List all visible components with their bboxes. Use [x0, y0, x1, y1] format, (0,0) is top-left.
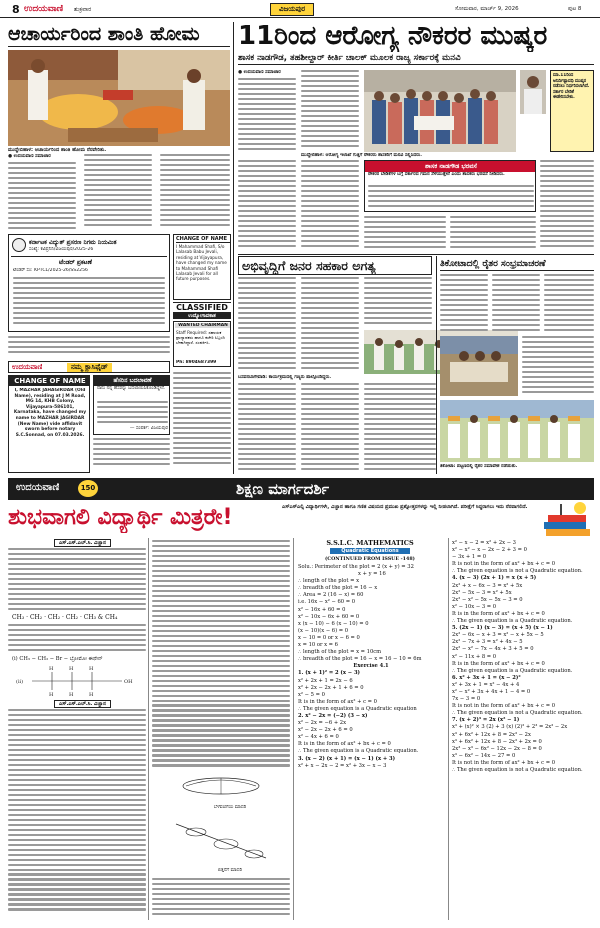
classifieds-brand: ಉದಯವಾಣಿ [12, 363, 43, 371]
shanti-homa-body-col3 [160, 154, 230, 232]
column-divider-left [233, 22, 234, 474]
edu-col-divider-1 [148, 538, 149, 920]
farmers-gathering-photo-illustration [440, 400, 594, 462]
name-change-kannada-contact: — ಸಂಪರ್ಕ: ವಿಜಯಪುರ [129, 426, 168, 431]
figure-label-2: ಬಿತ್ತನೆಗೆ ಮಾದರಿ [217, 868, 243, 873]
math-line: x² − 10x − 3 = 0 [452, 603, 497, 610]
ritual-photo-illustration [8, 50, 230, 146]
health-protest-sidebar-text: ಮಾ.11ರಿಂದ ಅನಿರ್ದಿಷ್ಟಾವಧಿ ಮುಷ್ಕರ ನಡೆಸಲು ನಿರ್ಧರಿಸಲಾಗಿದೆ. ಸರ್ಕಾರ ಬೇಡಿಕೆ ಈಡೇರಿಸಬೇಕು. [553, 73, 590, 101]
math-line: x³ − 6x² − 14x − 27 = 0 [452, 752, 516, 759]
health-protest-body-col5 [540, 160, 594, 252]
change-of-name-body-2: I, MAZHAR JAHAGIRDAR (Old Name), residing at J M Road, MG 14, KHB Colony, Vijayapura-586101, Karnataka, have changed my name to MAZHAR JAGIRDAR (New Name) vide affidavit sworn before notary S.C.Sonnad, on 07.03.2026. [13, 388, 87, 438]
math-line: x (x − 10) − 6 (x − 10) = 0 [298, 620, 369, 627]
health-protest-dateline: ● ಉದಯವಾಣಿ ಸಮಾಚಾರ [238, 70, 281, 75]
books-icon [540, 500, 594, 540]
change-of-name-notice-1 [173, 234, 231, 300]
svg-text:H: H [69, 666, 74, 672]
health-protest-subhead: ಶಾಸಕ ನಾಡಗೌಡ, ತಹಶೀಲ್ದಾರ್ ಕೀರ್ತಿ ಚಾಲಕ್ ಮೂಲಕ ರಾಜ್ಯ ಸರ್ಕಾರಕ್ಕೆ ಮನವಿ [238, 53, 594, 65]
assurance-heading: ಶಾಸಕ ನಾಡಗೌಡ ಭರವಸೆ [365, 161, 536, 172]
farmers-headline: ತಿಕೋಟಾದಲ್ಲಿ ರೈತರ ಸಂಭ್ರಮಾಚರಣೆ [440, 258, 594, 271]
math-line: 2x² − 5x − 3 = x² + 5x [452, 589, 512, 596]
math-line: x² + x − 2x − 2 = x² + 3x − x − 3 [298, 762, 387, 769]
change-of-name-title-1: CHANGE OF NAME [176, 236, 230, 243]
chem-formula: CH₃ · CH₂ · CH₂ · CH₂ · CH₃ & CH₄ [12, 614, 118, 621]
classified-title: CLASSIFIED [173, 302, 231, 313]
math-line: It is in the form of ax² + c = 0 [298, 698, 377, 705]
math-line: x² − 10x − 6x + 60 = 0 [298, 613, 360, 620]
svg-text:H: H [49, 666, 54, 672]
tender-ref: ಸಂಖ್ಯೆ: ಕವಿಪ್ರನಿನಿ/ವಿಜಯಪುರ/2025-26 [29, 247, 94, 252]
sowing-diagram [166, 814, 276, 868]
chem-structure-diagram [12, 664, 142, 698]
science-questions-5 [152, 878, 290, 918]
math-line: ∴ length of the plot = x [298, 578, 360, 585]
tender-org: ಕರ್ನಾಟಕ ವಿದ್ಯುತ್ ಪ್ರಸರಣ ನಿಗಮ ನಿಯಮಿತ [29, 239, 117, 246]
edu-col-divider-2 [293, 538, 294, 920]
development-body-col5 [301, 383, 359, 473]
page-number: 8 [12, 3, 20, 16]
education-intro: ಎಸ್ಎಸ್ಎಲ್ಸಿ ವಿದ್ಯಾರ್ಥಿಗಳೇ, ವಿಜ್ಞಾನ ಹಾಗೂ ಗಣಿತ ವಿಷಯದ ಪ್ರಮುಖ ಪ್ರಶ್ನೋತ್ತರಗಳನ್ನು ಇಲ್ಲಿ ನೀಡಲಾಗಿದೆ. ಪರೀಕ್ಷೆಗೆ ಸಿದ್ಧರಾಗಲು ಇದು ನೆರವಾಗಲಿದೆ. [282, 504, 528, 510]
math-line: 2. x² − 2x = (−2) (3 − x) [298, 712, 368, 719]
math-line: x² + 2x + 1 = 2x − 6 [298, 677, 353, 684]
tender-title: ಟೆಂಡರ್ ಪ್ರಕಟಣೆ [59, 259, 92, 266]
classified-ad [173, 321, 231, 367]
math-title: S.S.L.C. MATHEMATICS [326, 539, 414, 547]
science-questions-1 [8, 548, 146, 612]
math-line: 2x² − 7x + 3 = x² + 4x − 5 [452, 639, 523, 646]
svg-text:H: H [89, 692, 94, 698]
math-line: x³ + (x)² × 3 (2) + 3 (x) (2)² + 2³ = 2x³ − 2x [452, 724, 568, 731]
shanti-homa-photo [8, 50, 230, 146]
change-of-name-title-2: CHANGE OF NAME [9, 376, 90, 386]
column-divider-right [436, 256, 437, 474]
development-body-col1 [238, 277, 296, 373]
health-protest-sidebar-note [550, 70, 594, 152]
math-line: x² − 4x + 6 = 0 [298, 734, 339, 741]
education-books-icon [540, 500, 594, 540]
health-protest-body-col2 [301, 70, 359, 152]
tender-divider [11, 256, 167, 257]
tender-footer-lines [8, 336, 170, 358]
math-line: Solu.: Perimeter of the plot = 2 (x + y) = 32 [298, 564, 414, 570]
math-line: 7. (x + 2)³ = 2x (x² − 1) [452, 717, 520, 724]
development-body-col2 [301, 277, 359, 373]
math-line: 4. (x − 3) (2x + 1) = x (x + 5) [452, 575, 537, 582]
math-line: 2x³ − x³ − 6x² − 12x − 2x − 8 = 0 [452, 745, 542, 752]
classifieds-banner-title: ನಮ್ಮ ಕ್ಲಾಸಿಫೈಡ್ [67, 363, 112, 372]
math-line: 2x² − x² − 5x − 5x − 3 = 0 [452, 596, 523, 603]
small-notices-filler [93, 438, 170, 472]
math-line: 7x − 3 = 0 [452, 696, 481, 703]
farmers-body-col4 [522, 336, 594, 396]
farmers-body-col1 [440, 274, 488, 334]
math-line: x² + 2x − 2x + 1 + 6 = 0 [298, 684, 364, 691]
math-topic: Quadratic Equations [330, 548, 410, 554]
shanti-homa-dateline: ● ಉದಯವಾಣಿ ಸಮಾಚಾರ [8, 154, 51, 159]
math-line: It is in the form of ax² + bx + c = 0 [298, 741, 391, 748]
math-line: ∴ The given equation is not a Quadratic equation. [452, 710, 583, 717]
organic-structure-illustration [12, 664, 142, 698]
math-line: i.e. 16x − x² − 60 = 0 [298, 599, 356, 606]
math-line: ∴ breadth of the plot = 16 − x [298, 585, 378, 592]
math-line: ∴ length of the plot = x = 10cm [298, 649, 382, 656]
left-middle-story-col [173, 372, 231, 472]
tender-notice [8, 234, 170, 332]
education-section-title: ಶಿಕ್ಷಣ ಮಾರ್ಗದರ್ಶಿ [236, 480, 330, 498]
edition-label: ಶುಕ್ರವಾರ [74, 6, 92, 13]
math-line: ∴ The given equation is not a Quadratic equation. [452, 767, 583, 773]
official-portrait-illustration [520, 70, 546, 114]
math-line: x³ + 6x² + 12x + 8 − 2x³ + 2x = 0 [452, 738, 542, 745]
science-tag-2: ಎಸ್.ಎಸ್.ಎಲ್.ಸಿ. ವಿಜ್ಞಾನ [54, 700, 111, 708]
seed-diagram-2 [166, 814, 276, 868]
paper-name: ಉದಯವಾಣಿ [24, 4, 64, 14]
health-protest-body-col6 [364, 216, 446, 252]
health-protest-body-col1 [238, 78, 296, 152]
math-line: x = 10 or x = 6 [298, 642, 338, 649]
math-line: It is not in the form of ax² + bx + c = 0 [452, 703, 556, 710]
development-headline: ಅಭಿವೃದ್ಧಿಗೆ ಜನರ ಸಹಕಾರ ಅಗತ್ಯ [238, 256, 432, 275]
shanti-homa-headline: ಆಚಾರ್ಯರಿಂದ ಶಾಂತಿ ಹೋಮ [8, 22, 230, 47]
protest-group-photo-illustration [364, 70, 516, 152]
name-change-kannada-notice [93, 375, 170, 435]
svg-text:H: H [89, 666, 94, 672]
education-banner [8, 478, 594, 500]
science-questions-3 [8, 709, 146, 917]
story-divider-1 [238, 254, 594, 255]
farmers-photo [440, 400, 594, 462]
education-brand: ಉದಯವಾಣಿ [16, 482, 60, 493]
math-line: It is not in the form of ax² + bx + c = 0 [452, 561, 556, 568]
math-line: 3. (x − 2) (x + 1) = (x − 1) (x + 3) [298, 755, 396, 762]
farmers-caption: ತಿಕೋಟಾ: ಪಟ್ಟಣದಲ್ಲಿ ರೈತರ ಸಮಾವೇಶ ನಡೆಯಿತು. [440, 464, 518, 469]
health-protest-inset-photo [520, 70, 546, 114]
shanti-homa-body-col2 [84, 154, 152, 232]
classified-subtitle: ಉದ್ಯೋಗಾವಕಾಶ [173, 313, 231, 319]
seed-growth-diagram [166, 772, 276, 804]
development-body-col6 [364, 383, 436, 473]
math-line: ∴ The given equation is not a Quadratic equation. [452, 568, 583, 575]
math-line: 2x² − x² − 7x − 4x + 3 + 5 = 0 [452, 646, 534, 653]
math-solution-block [298, 564, 444, 914]
math-solution-block-2 [452, 540, 594, 918]
science-questions-2 [8, 624, 146, 654]
math-line: ∴ breadth of the plot = 16 − x = 16 − 10 = 6m [298, 656, 422, 663]
shanti-homa-body-col1 [8, 162, 76, 232]
math-line: x² − 2x − 2x + 6 = 0 [298, 727, 353, 734]
math-line: x² + 3x + 1 = x² − 4x + 4 [452, 681, 520, 688]
classified-phone: Ph: 8904687399 [176, 360, 217, 365]
math-line: x − 10 = 0 or x − 6 = 0 [298, 634, 360, 641]
math-line: It is in the form of ax² + bx + c = 0 [452, 610, 545, 617]
development-body-col4 [238, 383, 296, 473]
math-line: x² − x − 2 = x² + 2x − 3 [452, 540, 516, 546]
classified-wanted: WANTED CHAIRMAN [175, 323, 231, 328]
name-change-kannada-title: ಹೆಸರಿನ ಬದಲಾವಣೆ [94, 376, 170, 386]
math-line: 2x² + x − 6x − 3 = x² + 5x [452, 582, 523, 589]
math-line: 5. (2x − 1) (x − 3) = (x + 5) (x − 1) [452, 625, 553, 632]
math-line: x + y = 16 [358, 571, 386, 578]
stage-speaker-photo-illustration [440, 336, 518, 396]
math-line: It is not in the form of ax² + bx + c = 0 [452, 759, 556, 766]
health-protest-caption: ಮುದ್ದೇಬಿಹಾಳ: ಆರೋಗ್ಯ ಇಲಾಖೆ ಗುತ್ತಿಗೆ ನೌಕರರು ಶಾಸಕರಿಗೆ ಮನವಿ ಸಲ್ಲಿಸಿದರು. [301, 153, 422, 158]
classified-body: Staff Required: ಸಹಾಯಕ ಪ್ರಾಧ್ಯಾಪಕರು ಹಾಗೂ ಕಚೇರಿ ಸಿಬ್ಬಂದಿ ಬೇಕಾಗಿದ್ದಾರೆ. ಸಂಪರ್ಕಿಸಿ. [176, 330, 225, 346]
svg-text:H: H [69, 692, 74, 698]
science-tag-1: ಎಸ್.ಎಸ್.ಎಲ್.ಸಿ. ವಿಜ್ಞಾನ [54, 539, 111, 547]
health-protest-headline: 11ರಿಂದ ಆರೋಗ್ಯ ನೌಕರರ ಮುಷ್ಕರ [238, 21, 548, 51]
svg-text:(ii): (ii) [16, 679, 24, 685]
svg-text:OH: OH [124, 679, 133, 685]
education-badge: 150 [78, 480, 98, 497]
seed-diagram-1 [166, 772, 276, 804]
math-line: ∴ The given equation is a Quadratic equation. [298, 748, 419, 755]
chem-formula-2: (i) CH₃ − CH₂ − Br − ಬ್ರೋಮೋ ಈಥೇನ್ [12, 656, 103, 662]
classifieds-banner [8, 361, 170, 373]
figure-label-1: ಬೆಳೆವಣಿಗೆಯ ಮಾದರಿ [213, 805, 247, 810]
math-line: It is in the form of ax² + bx + c = 0 [452, 660, 545, 667]
math-line: ∴ Area = 2 (16 − x) = 60 [298, 592, 364, 599]
change-of-name-body-1: I Mahammad Shafi, S/o Lalasab Babu Jevali, residing at Vijayapura, have changed my name to Mahammad Shafi Lalasab Jevali for all future purposes. [176, 244, 227, 282]
math-line: x² − 16x + 60 = 0 [298, 606, 346, 613]
farmers-body-col2 [492, 274, 540, 334]
math-line: − 3x + 1 = 0 [452, 554, 487, 561]
health-protest-body-col7 [450, 216, 536, 252]
section-label: ವಿಜಯಪುರ [270, 3, 314, 16]
education-greeting: ಶುಭವಾಗಲಿ ವಿದ್ಯಾರ್ಥಿ ಮಿತ್ರರೇ! [8, 505, 233, 530]
print-registration-marks [8, 921, 594, 926]
farmers-body-col3 [544, 274, 594, 334]
development-body-col3 [364, 277, 432, 329]
math-line: x² − 2x = −6 + 2x [298, 720, 347, 727]
math-line: (x − 10)(x − 6) = 0 [298, 627, 349, 634]
tender-body [13, 277, 165, 329]
name-change-kannada-body: ನಾನು ನನ್ನ ಹೆಸರನ್ನು ಬದಲಾಯಿಸಿಕೊಂಡಿದ್ದೇನೆ. [97, 386, 166, 391]
folio-label: ಪುಟ 8 [568, 6, 582, 12]
math-line: x² − x² + 3x + 4x + 1 − 4 = 0 [452, 688, 531, 695]
assurance-body [368, 185, 534, 211]
science-questions-4 [152, 540, 290, 770]
health-protest-photo [364, 70, 516, 152]
health-protest-body-col3 [238, 160, 296, 252]
math-line: x² − 5 = 0 [298, 691, 325, 698]
date-label: ಸೋಮವಾರ, ಮಾರ್ಚ್ 9, 2026 [455, 6, 519, 12]
math-line: 1. (x + 1)² = 2 (x − 3) [298, 670, 361, 677]
svg-text:H: H [49, 692, 54, 698]
masthead [0, 0, 600, 18]
assurance-text: ನೌಕರರ ಬೇಡಿಕೆಗಳ ಬಗ್ಗೆ ಸರ್ಕಾರದ ಗಮನ ಸೆಳೆಯುತ್ತೇನೆ ಎಂದು ಶಾಸಕರು ಭರವಸೆ ನೀಡಿದರು. [368, 172, 505, 177]
tender-logo-icon [12, 238, 26, 252]
math-line: x³ + 6x² + 12x + 8 = 2x³ − 2x [452, 731, 531, 738]
name-change-kannada-lines [97, 401, 168, 425]
change-of-name-notice-2 [8, 375, 90, 473]
farmers-side-photo [440, 336, 518, 396]
math-line: x² − x² − x − 2x − 2 + 3 = 0 [452, 547, 527, 554]
shanti-homa-caption: ಮುದ್ದೇಬಿಹಾಳ: ಆಚಾರ್ಯರಿಂದ ಶಾಂತಿ ಹೋಮ ನೆರವೇರಿತು. [8, 147, 107, 153]
math-line: ∴ The given equation is a Quadratic equation [298, 705, 417, 712]
math-continued: (CONTINUED FROM ISSUE -148) [325, 556, 415, 562]
assurance-box [364, 160, 536, 212]
math-line: 2x² − 6x − x + 3 = x² − x + 5x − 5 [452, 632, 544, 639]
edu-col-divider-3 [448, 538, 449, 920]
math-line: 6. x² + 3x + 1 = (x − 2)² [452, 674, 521, 681]
math-line: ∴ The given equation is a Quadratic equation. [452, 618, 573, 625]
math-line: ∴ The given equation is a Quadratic equation. [452, 667, 573, 674]
math-line: x² − 11x + 8 = 0 [452, 653, 497, 660]
math-exercise-heading: Exercise 4.1 [353, 663, 389, 670]
health-protest-body-col4 [301, 160, 359, 252]
development-caption: ಬಸವನಬಾಗೇವಾಡಿ: ಕಾರ್ಯಕ್ರಮದಲ್ಲಿ ಗಣ್ಯರು ಪಾಲ್ಗೊಂಡಿದ್ದರು. [238, 375, 332, 380]
tender-id: ಟೆಂಡರ್ ಸಂ: KPTCL/2025-26/SS2256 [13, 268, 88, 273]
